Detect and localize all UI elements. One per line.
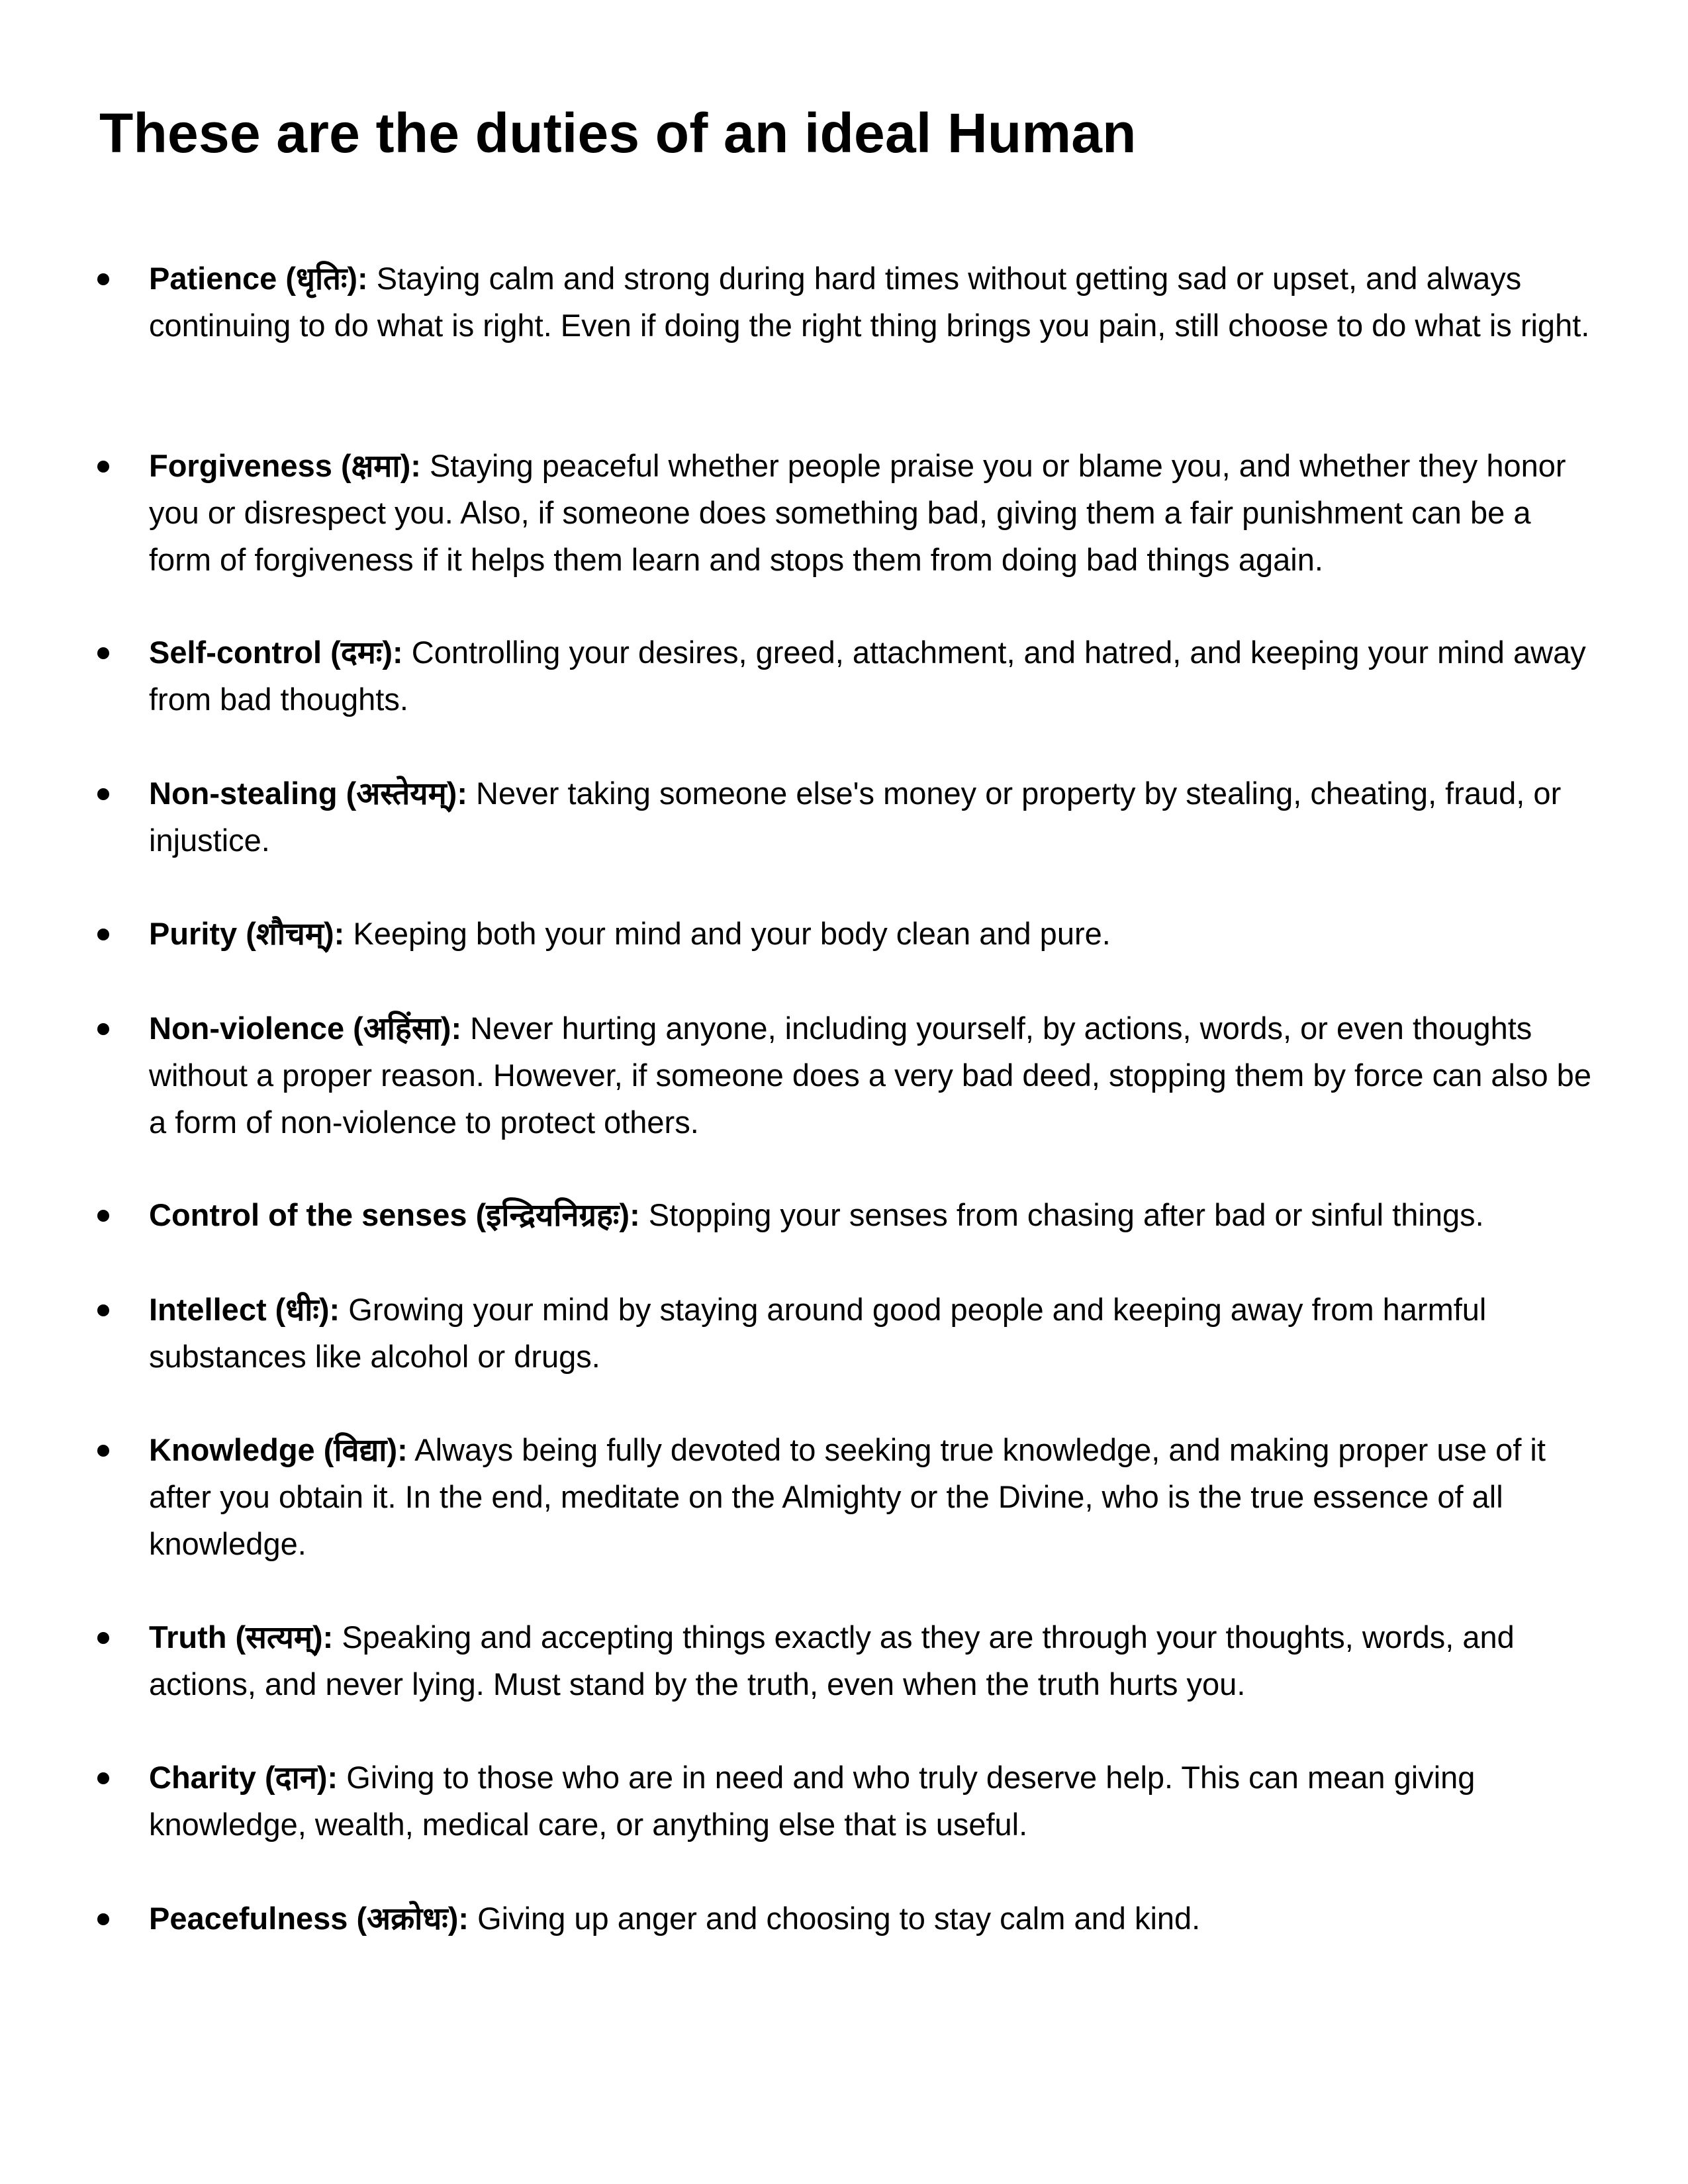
bullet-icon — [97, 788, 109, 800]
duty-term: Patience (धृतिः): — [149, 261, 368, 296]
duty-term: Control of the senses (इन्द्रियनिग्रहः): — [149, 1197, 640, 1232]
duty-item-text — [149, 1286, 1592, 1380]
duty-term: Forgiveness (क्षमा): — [149, 448, 421, 483]
bullet-icon — [97, 1210, 109, 1222]
duty-term: Self-control (दमः): — [149, 635, 403, 670]
duty-description: Always being fully devoted to seeking true knowledge, and making proper use of it after you obtain it. In the end, meditate on the Almighty or the Divine, who is the true essence of all knowledge. — [149, 1432, 1546, 1561]
duty-item-text — [149, 1426, 1592, 1567]
duty-description: Stopping your senses from chasing after bad or sinful things. — [648, 1197, 1484, 1232]
duty-item-text — [149, 255, 1592, 349]
bullet-icon — [97, 1304, 109, 1316]
duty-description: Giving up anger and choosing to stay calm and kind. — [477, 1901, 1201, 1936]
bullet-icon — [97, 1632, 109, 1644]
duty-term: Peacefulness (अक्रोधः): — [149, 1901, 469, 1936]
duty-term: Intellect (धीः): — [149, 1292, 340, 1327]
duty-description: Staying peaceful whether people praise you or blame you, and whether they honor you or disrespect you. Also, if someone does something bad, giving them a fair punishment can be a form of forgiveness if it helps them learn and stops them from doing bad things again. — [149, 448, 1566, 577]
bullet-icon — [97, 1023, 109, 1035]
duty-description: Controlling your desires, greed, attachment, and hatred, and keeping your mind away from bad thoughts. — [149, 635, 1586, 717]
duty-term: Purity (शौचम्): — [149, 916, 345, 951]
duty-term: Knowledge (विद्या): — [149, 1432, 408, 1467]
bullet-icon — [97, 1445, 109, 1457]
duty-description: Giving to those who are in need and who truly deserve help. This can mean giving knowledge, wealth, medical care, or anything else that is useful. — [149, 1760, 1476, 1842]
duty-item-text — [149, 442, 1592, 583]
bullet-icon — [97, 461, 109, 473]
duty-term: Truth (सत्यम्): — [149, 1619, 334, 1655]
duty-item-text — [149, 910, 1592, 957]
duty-item-text — [149, 1754, 1592, 1848]
bullet-icon — [97, 1772, 109, 1784]
duty-description: Speaking and accepting things exactly as they are through your thoughts, words, and actions, and never lying. Must stand by the truth, even when the truth hurts you. — [149, 1619, 1515, 1702]
duty-description: Never taking someone else's money or property by stealing, cheating, fraud, or injustice. — [149, 776, 1562, 858]
duty-item-text — [149, 629, 1592, 723]
duty-item-text — [149, 1895, 1592, 1942]
bullet-icon — [97, 1913, 109, 1925]
duty-term: Charity (दान): — [149, 1760, 338, 1795]
duty-description: Keeping both your mind and your body clean and pure. — [353, 916, 1111, 951]
duty-description: Growing your mind by staying around good people and keeping away from harmful substances like alcohol or drugs. — [149, 1292, 1487, 1374]
duty-item-text — [149, 1005, 1592, 1146]
duty-item-text — [149, 1614, 1592, 1707]
page-title: These are the duties of an ideal Human — [99, 102, 1137, 164]
duty-item-text — [149, 770, 1592, 864]
duty-term: Non-stealing (अस्तेयम्): — [149, 776, 467, 811]
bullet-icon — [97, 273, 109, 285]
duty-description: Staying calm and strong during hard times without getting sad or upset, and always continuing to do what is right. Even if doing the right thing brings you pain, still choose to do what is right. — [149, 261, 1590, 343]
duty-item-text — [149, 1191, 1592, 1238]
bullet-icon — [97, 647, 109, 659]
duty-description: Never hurting anyone, including yourself, by actions, words, or even thoughts without a proper reason. However, if someone does a very bad deed, stopping them by force can also be a form of non-violence to protect others. — [149, 1011, 1591, 1140]
bullet-icon — [97, 929, 109, 940]
duty-term: Non-violence (अहिंसा): — [149, 1011, 462, 1046]
